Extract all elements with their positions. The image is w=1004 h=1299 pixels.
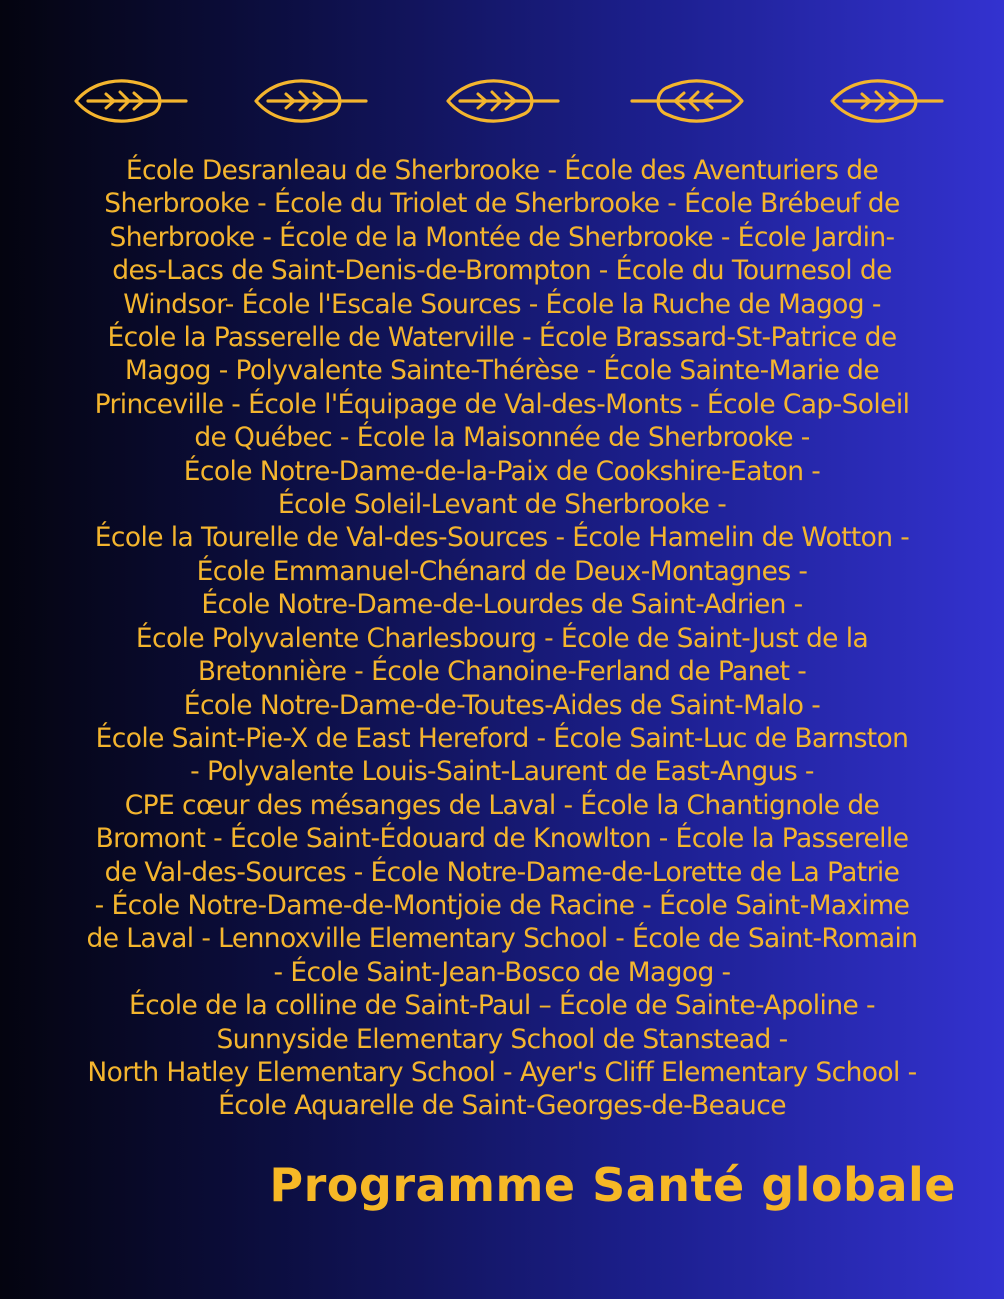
- school-list-line: École Polyvalente Charlesbourg - École de Saint-Just de la: [135, 622, 869, 654]
- school-list-line: CPE cœur des mésanges de Laval - École la Chantignole de: [124, 789, 880, 821]
- school-list-line: North Hatley Elementary School - Ayer's Cliff Elementary School -: [87, 1056, 917, 1088]
- school-list-line: Sherbrooke - École du Triolet de Sherbrooke - École Brébeuf de: [104, 188, 900, 220]
- school-list-line: École Aquarelle de Saint-Georges-de-Beauce: [218, 1090, 786, 1122]
- leaf-decoration-row: [0, 70, 1004, 132]
- school-list-line: Sherbrooke - École de la Montée de Sherbrooke - École Jardin-: [109, 221, 895, 253]
- leaf-icon: [442, 70, 560, 132]
- school-list-line: École Notre-Dame-de-Lourdes de Saint-Adrien -: [201, 589, 803, 621]
- school-list-line: École Saint-Pie-X de East Hereford - École Saint-Luc de Barnston: [95, 722, 909, 754]
- school-list-line: - École Saint-Jean-Bosco de Magog -: [273, 956, 731, 988]
- school-list-line: Bretonnière - École Chanoine-Ferland de Panet -: [197, 656, 807, 688]
- page-title: Programme Santé globale: [269, 1158, 956, 1212]
- school-list: [44, 154, 960, 1123]
- school-list-line: École la Passerelle de Waterville - École Brassard-St-Patrice de: [107, 322, 897, 354]
- school-list-line: Windsor- École l'Escale Sources - École la Ruche de Magog -: [123, 288, 881, 320]
- school-list-line: École Soleil-Levant de Sherbrooke -: [277, 489, 727, 521]
- leaf-icon: [826, 70, 944, 132]
- school-list-line: Princeville - École l'Équipage de Val-des-Monts - École Cap-Soleil: [94, 388, 910, 420]
- school-list-line: - Polyvalente Louis-Saint-Laurent de East-Angus -: [190, 756, 814, 788]
- leaf-icon: [70, 70, 188, 132]
- school-list-line: des-Lacs de Saint-Denis-de-Brompton - École du Tournesol de: [112, 255, 892, 287]
- school-list-line: de Val-des-Sources - École Notre-Dame-de-Lorette de La Patrie: [104, 856, 900, 888]
- leaf-icon: [250, 70, 368, 132]
- school-list-line: École Emmanuel-Chénard de Deux-Montagnes -: [196, 555, 808, 587]
- school-list-line: de Laval - Lennoxville Elementary School - École de Saint-Romain: [86, 923, 918, 955]
- school-list-line: École Notre-Dame-de-Toutes-Aides de Saint-Malo -: [183, 689, 821, 721]
- school-list-line: - École Notre-Dame-de-Montjoie de Racine - École Saint-Maxime: [94, 889, 910, 921]
- school-list-line: de Québec - École la Maisonnée de Sherbrooke -: [194, 422, 810, 454]
- school-list-line: Magog - Polyvalente Sainte-Thérèse - École Sainte-Marie de: [124, 355, 880, 387]
- school-list-line: École la Tourelle de Val-des-Sources - École Hamelin de Wotton -: [94, 522, 910, 554]
- leaf-icon: [630, 70, 748, 132]
- school-list-line: École de la colline de Saint-Paul – École de Sainte-Apoline -: [128, 990, 876, 1022]
- school-list-line: École Notre-Dame-de-la-Paix de Cookshire-Eaton -: [183, 455, 821, 487]
- school-list-line: Bromont - École Saint-Édouard de Knowlton - École la Passerelle: [95, 823, 909, 855]
- school-list-line: Sunnyside Elementary School de Stanstead -: [216, 1023, 788, 1055]
- school-list-line: École Desranleau de Sherbrooke - École des Aventuriers de: [125, 155, 879, 186]
